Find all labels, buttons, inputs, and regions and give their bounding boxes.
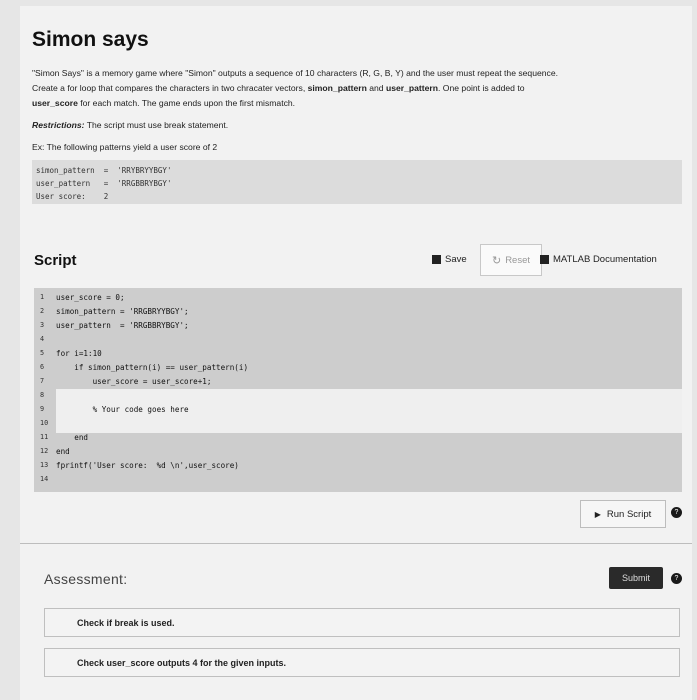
problem-title: Simon says <box>32 28 149 51</box>
var-user-pattern: user_pattern <box>385 83 439 93</box>
line-number: 12 <box>40 447 49 455</box>
save-label: Save <box>445 253 467 265</box>
matlab-documentation-link[interactable] <box>540 244 657 274</box>
code-text: for i=1:10 <box>56 349 102 358</box>
line-number: 7 <box>40 377 45 385</box>
assessment-check-item[interactable]: Check if break is used. <box>44 608 680 637</box>
line-number: 10 <box>40 419 49 427</box>
desc-line-2 <box>32 81 672 96</box>
line-number: 1 <box>40 293 45 301</box>
code-line <box>34 363 682 375</box>
code-text: fprintf('User score: %d \n',user_score) <box>56 461 239 470</box>
section-divider <box>20 543 692 544</box>
assessment-title: Assessment: <box>44 571 128 587</box>
example-row: simon_pattern = 'RRYBRYYBGY' <box>36 166 172 175</box>
play-icon: ▶ <box>594 509 601 519</box>
desc-line-1: "Simon Says" is a memory game where "Simon" outputs a sequence of 10 characters (R, G, B, Y) and the user must repeat the sequence. <box>32 68 559 78</box>
code-text: simon_pattern = 'RRGBRYYBGY'; <box>56 307 189 316</box>
run-label: Run Script <box>606 508 652 520</box>
line-number: 3 <box>40 321 45 329</box>
example-row: user_pattern = 'RRGBBRYBGY' <box>36 179 172 188</box>
desc-line-3 <box>32 96 672 111</box>
desc-text: Create a for loop that compares the characters in two chracater vectors, <box>32 83 308 93</box>
help-icon[interactable]: ? <box>671 573 682 584</box>
book-icon <box>540 255 549 264</box>
code-line <box>34 419 682 431</box>
var-simon-pattern: simon_pattern <box>307 83 367 93</box>
line-number: 8 <box>40 391 45 399</box>
reset-button[interactable] <box>480 244 542 276</box>
line-number: 6 <box>40 363 45 371</box>
example-block <box>32 160 682 204</box>
code-line <box>34 335 682 347</box>
code-line <box>34 447 682 459</box>
code-line <box>34 377 682 389</box>
code-text: % Your code goes here <box>56 405 189 414</box>
reset-icon: ↻ <box>491 254 502 267</box>
code-text: user_pattern = 'RRGBBRYBGY'; <box>56 321 189 330</box>
code-text: user_score = user_score+1; <box>56 377 212 386</box>
code-editor[interactable] <box>34 288 682 492</box>
code-line <box>34 321 682 333</box>
desc-text: and <box>366 83 386 93</box>
code-text: end <box>56 433 89 442</box>
example-row: User score: 2 <box>36 192 109 201</box>
code-line <box>34 475 682 487</box>
doc-label: MATLAB Documentation <box>553 253 657 265</box>
line-number: 13 <box>40 461 49 469</box>
line-number: 4 <box>40 335 45 343</box>
save-button[interactable] <box>432 244 467 274</box>
run-script-button[interactable] <box>580 500 666 528</box>
line-number: 11 <box>40 433 49 441</box>
restrictions <box>32 120 228 130</box>
desc-text: for each match. The game ends upon the first mismatch. <box>77 98 296 108</box>
desc-text: . One point is added to <box>438 83 525 93</box>
var-user-score: user_score <box>32 98 78 108</box>
line-number: 5 <box>40 349 45 357</box>
code-line <box>34 293 682 305</box>
line-number: 2 <box>40 307 45 315</box>
submit-button[interactable]: Submit <box>609 567 663 589</box>
example-intro: Ex: The following patterns yield a user score of 2 <box>32 142 218 152</box>
line-number: 9 <box>40 405 45 413</box>
code-line <box>34 391 682 403</box>
help-icon[interactable]: ? <box>671 507 682 518</box>
assessment-check-item[interactable]: Check user_score outputs 4 for the given inputs. <box>44 648 680 677</box>
code-line <box>34 349 682 361</box>
code-line <box>34 405 682 417</box>
problem-description <box>32 66 672 111</box>
code-text: if simon_pattern(i) == user_pattern(i) <box>56 363 249 372</box>
save-icon <box>432 255 441 264</box>
code-line <box>34 307 682 319</box>
reset-label: Reset <box>505 254 531 266</box>
restrictions-label: Restrictions: <box>32 120 85 130</box>
script-title: Script <box>34 252 77 269</box>
code-line <box>34 433 682 445</box>
code-text: user_score = 0; <box>56 293 125 302</box>
restrictions-text: The script must use break statement. <box>84 120 229 130</box>
line-number: 14 <box>40 475 49 483</box>
code-line <box>34 461 682 473</box>
code-text: end <box>56 447 70 456</box>
